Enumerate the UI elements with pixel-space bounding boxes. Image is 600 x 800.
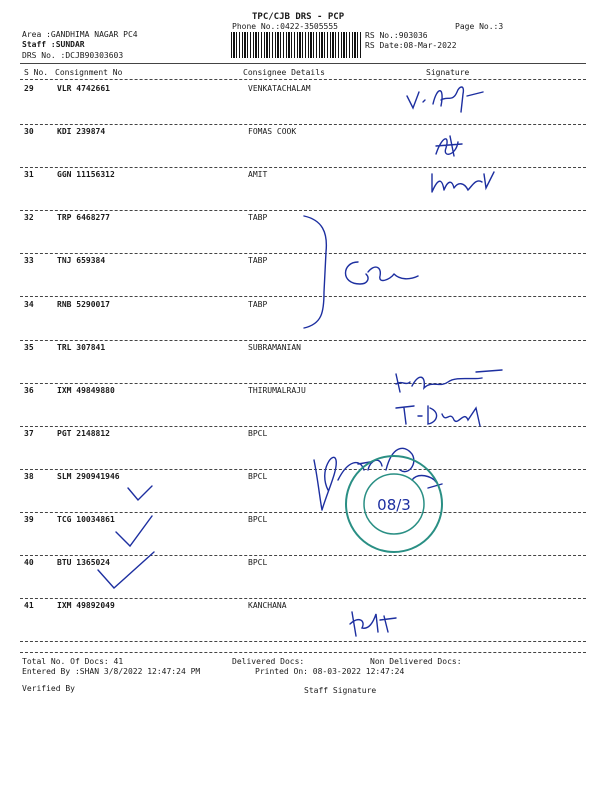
stamp-date: 08/3: [377, 496, 411, 514]
signature-rows-32-34: [338, 254, 428, 294]
row-divider: [20, 210, 586, 211]
column-header-signature: Signature: [426, 68, 470, 77]
table-row: [0, 170, 600, 212]
column-header-sno: S No.: [24, 68, 49, 77]
row-serial-number: 31: [24, 170, 34, 179]
row-consignment-number: IXM 49849880: [57, 386, 115, 395]
row-consignment-number: VLR 4742661: [57, 84, 110, 93]
page-number: Page No.:3: [455, 22, 504, 31]
row-serial-number: 38: [24, 472, 34, 481]
row-consignee-name: KANCHANA: [248, 601, 287, 610]
row-serial-number: 35: [24, 343, 34, 352]
row-divider: [20, 469, 586, 470]
row-consignment-number: KDI 239874: [57, 127, 106, 136]
signature-row-35: [392, 366, 512, 396]
barcode-image: [231, 32, 361, 58]
row-divider: [20, 426, 586, 427]
row-consignee-name: TABP: [248, 256, 268, 265]
staff-signature-label: Staff Signature: [304, 686, 377, 695]
tick-mark-row-40: [94, 548, 164, 598]
row-serial-number: 36: [24, 386, 34, 395]
signature-row-31: [428, 168, 508, 196]
total-docs: Total No. Of Docs: 41: [22, 657, 124, 666]
row-consignment-number: RNB 5290017: [57, 300, 110, 309]
row-serial-number: 34: [24, 300, 34, 309]
column-header-divider: [20, 79, 586, 80]
table-row: [0, 84, 600, 126]
row-consignment-number: BTU 1365024: [57, 558, 110, 567]
row-divider: [20, 124, 586, 125]
row-consignee-name: THIRUMALRAJU: [248, 386, 306, 395]
table-row: [0, 601, 600, 643]
footer-divider: [20, 652, 586, 653]
row-consignee-name: BPCL: [248, 558, 268, 567]
row-serial-number: 29: [24, 84, 34, 93]
row-consignment-number: PGT 2148812: [57, 429, 110, 438]
signature-row-30: [432, 130, 472, 160]
column-header-consignee: Consignee Details: [243, 68, 325, 77]
table-row: [0, 127, 600, 169]
row-consignee-name: AMIT: [248, 170, 268, 179]
phone-number: Phone No.:0422-3505555: [232, 22, 338, 31]
row-serial-number: 39: [24, 515, 34, 524]
row-serial-number: 37: [24, 429, 34, 438]
row-serial-number: 33: [24, 256, 34, 265]
row-divider: [20, 598, 586, 599]
rs-date: RS Date:08-Mar-2022: [365, 41, 457, 50]
row-serial-number: 30: [24, 127, 34, 136]
header-divider: [20, 63, 586, 64]
row-consignment-number: IXM 49892049: [57, 601, 115, 610]
row-consignment-number: TCG 10034861: [57, 515, 115, 524]
entered-by: Entered By :SHAN 3/8/2022 12:47:24 PM: [22, 667, 201, 676]
row-divider: [20, 512, 586, 513]
area-label: Area :GANDHIMA NAGAR PC4: [22, 30, 138, 39]
row-consignee-name: TABP: [248, 213, 268, 222]
column-header-consignment: Consignment No: [55, 68, 123, 77]
signature-row-29: [405, 82, 505, 122]
row-serial-number: 41: [24, 601, 34, 610]
row-consignee-name: SUBRAMANIAN: [248, 343, 301, 352]
row-consignee-name: BPCL: [248, 429, 268, 438]
printed-on: Printed On: 08-03-2022 12:47:24: [255, 667, 405, 676]
row-consignee-name: TABP: [248, 300, 268, 309]
row-consignee-name: VENKATACHALAM: [248, 84, 311, 93]
row-serial-number: 40: [24, 558, 34, 567]
table-row: [0, 558, 600, 600]
bracket-rows-32-34: [298, 212, 338, 334]
drs-number: DRS No. :DCJB90303603: [22, 51, 124, 60]
delivered-docs: Delivered Docs:: [232, 657, 305, 666]
company-stamp: [342, 452, 446, 556]
table-row: [0, 515, 600, 557]
table-row: [0, 429, 600, 471]
rs-number: RS No.:903036: [365, 31, 428, 40]
row-consignment-number: TRP 6468277: [57, 213, 110, 222]
row-consignee-name: FOMAS COOK: [248, 127, 297, 136]
row-divider: [20, 641, 586, 642]
verified-by: Verified By: [22, 684, 75, 693]
staff-label: Staff :SUNDAR: [22, 40, 85, 49]
row-consignee-name: BPCL: [248, 515, 268, 524]
signature-row-41: [344, 606, 404, 642]
document-title: TPC/CJB DRS - PCP: [252, 12, 345, 22]
table-row: [0, 472, 600, 514]
row-divider: [20, 340, 586, 341]
row-consignment-number: SLM 290941946: [57, 472, 120, 481]
row-consignee-name: BPCL: [248, 472, 268, 481]
row-consignment-number: GGN 11156312: [57, 170, 115, 179]
row-consignment-number: TRL 307841: [57, 343, 106, 352]
signature-row-36: [394, 402, 494, 430]
row-serial-number: 32: [24, 213, 34, 222]
non-delivered-docs: Non Delivered Docs:: [370, 657, 462, 666]
row-consignment-number: TNJ 659384: [57, 256, 106, 265]
